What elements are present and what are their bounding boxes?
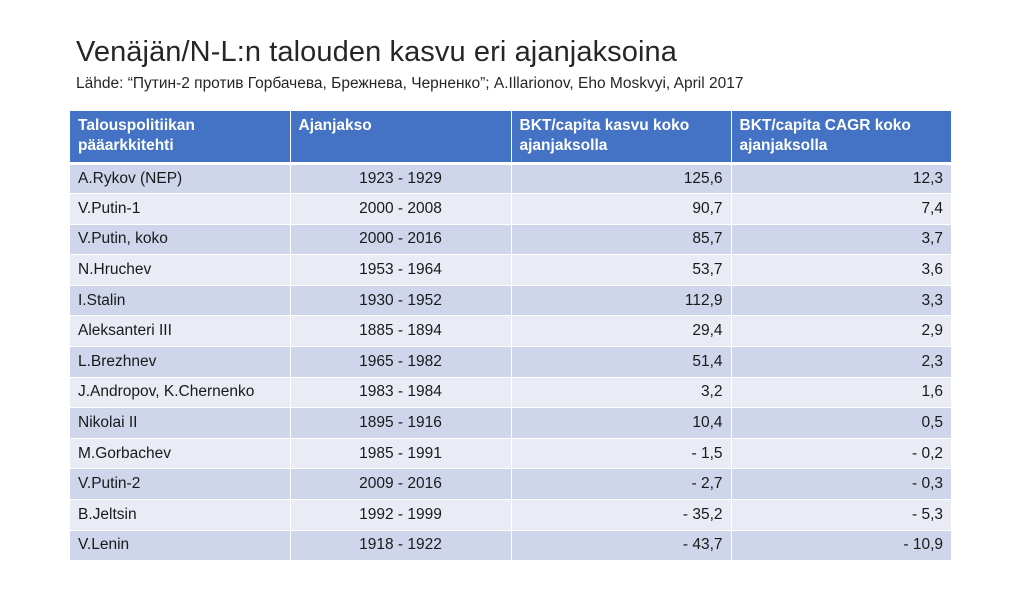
cell-period: 1918 - 1922 [290, 530, 511, 561]
table-row [70, 500, 951, 531]
cell-architect: I.Stalin [70, 285, 290, 316]
cell-period: 1983 - 1984 [290, 377, 511, 408]
table-row [70, 377, 951, 408]
table-row [70, 347, 951, 378]
cell-architect: M.Gorbachev [70, 438, 290, 469]
cell-architect: A.Rykov (NEP) [70, 163, 290, 194]
table-row [70, 530, 951, 561]
cell-period: 1930 - 1952 [290, 285, 511, 316]
cell-architect: J.Andropov, K.Chernenko [70, 377, 290, 408]
growth-table [70, 111, 951, 561]
cell-gdp-cagr: 3,3 [731, 285, 951, 316]
cell-gdp-cagr: 2,9 [731, 316, 951, 347]
cell-gdp-growth: 29,4 [511, 316, 731, 347]
header-period: Ajanjakso [290, 111, 511, 163]
table-row [70, 224, 951, 255]
cell-architect: V.Putin-1 [70, 194, 290, 225]
cell-gdp-growth: 51,4 [511, 347, 731, 378]
table-row [70, 438, 951, 469]
cell-period: 2009 - 2016 [290, 469, 511, 500]
cell-gdp-cagr: 12,3 [731, 163, 951, 194]
cell-period: 1895 - 1916 [290, 408, 511, 439]
cell-gdp-growth: 85,7 [511, 224, 731, 255]
cell-gdp-cagr: - 0,3 [731, 469, 951, 500]
cell-architect: L.Brezhnev [70, 347, 290, 378]
header-gdp-growth: BKT/capita kasvu koko ajanjaksolla [511, 111, 731, 163]
cell-period: 1923 - 1929 [290, 163, 511, 194]
slide-title: Venäjän/N-L:n talouden kasvu eri ajanjaksoina [76, 36, 678, 68]
table-header-row [70, 111, 951, 163]
table-row [70, 408, 951, 439]
cell-period: 2000 - 2016 [290, 224, 511, 255]
cell-gdp-growth: - 1,5 [511, 438, 731, 469]
cell-gdp-cagr: 7,4 [731, 194, 951, 225]
cell-gdp-cagr: 3,6 [731, 255, 951, 286]
cell-gdp-cagr: 3,7 [731, 224, 951, 255]
header-architect: Talouspolitiikan pääarkkitehti [70, 111, 290, 163]
cell-gdp-growth: 53,7 [511, 255, 731, 286]
cell-gdp-growth: 3,2 [511, 377, 731, 408]
cell-gdp-cagr: - 10,9 [731, 530, 951, 561]
cell-period: 2000 - 2008 [290, 194, 511, 225]
slide-subtitle: Lähde: “Путин-2 против Горбачева, Брежнева, Черненко”; A.Illarionov, Eho Moskvyi, April 2017 [76, 75, 744, 92]
cell-architect: V.Putin-2 [70, 469, 290, 500]
cell-architect: B.Jeltsin [70, 500, 290, 531]
header-gdp-cagr: BKT/capita CAGR koko ajanjaksolla [731, 111, 951, 163]
cell-gdp-growth: - 35,2 [511, 500, 731, 531]
table-row [70, 316, 951, 347]
cell-architect: Aleksanteri III [70, 316, 290, 347]
cell-gdp-cagr: - 5,3 [731, 500, 951, 531]
cell-period: 1953 - 1964 [290, 255, 511, 286]
cell-gdp-growth: - 43,7 [511, 530, 731, 561]
table-row [70, 469, 951, 500]
table-row [70, 255, 951, 286]
cell-period: 1985 - 1991 [290, 438, 511, 469]
cell-architect: N.Hruchev [70, 255, 290, 286]
cell-gdp-growth: 10,4 [511, 408, 731, 439]
cell-gdp-growth: 112,9 [511, 285, 731, 316]
table-body [70, 163, 951, 561]
table-row [70, 163, 951, 194]
cell-gdp-growth: 90,7 [511, 194, 731, 225]
table-row [70, 194, 951, 225]
table-row [70, 285, 951, 316]
cell-architect: V.Putin, koko [70, 224, 290, 255]
cell-architect: V.Lenin [70, 530, 290, 561]
cell-gdp-growth: 125,6 [511, 163, 731, 194]
cell-gdp-cagr: 2,3 [731, 347, 951, 378]
cell-gdp-cagr: - 0,2 [731, 438, 951, 469]
cell-period: 1885 - 1894 [290, 316, 511, 347]
cell-period: 1992 - 1999 [290, 500, 511, 531]
cell-gdp-cagr: 1,6 [731, 377, 951, 408]
cell-period: 1965 - 1982 [290, 347, 511, 378]
cell-gdp-cagr: 0,5 [731, 408, 951, 439]
cell-architect: Nikolai II [70, 408, 290, 439]
cell-gdp-growth: - 2,7 [511, 469, 731, 500]
